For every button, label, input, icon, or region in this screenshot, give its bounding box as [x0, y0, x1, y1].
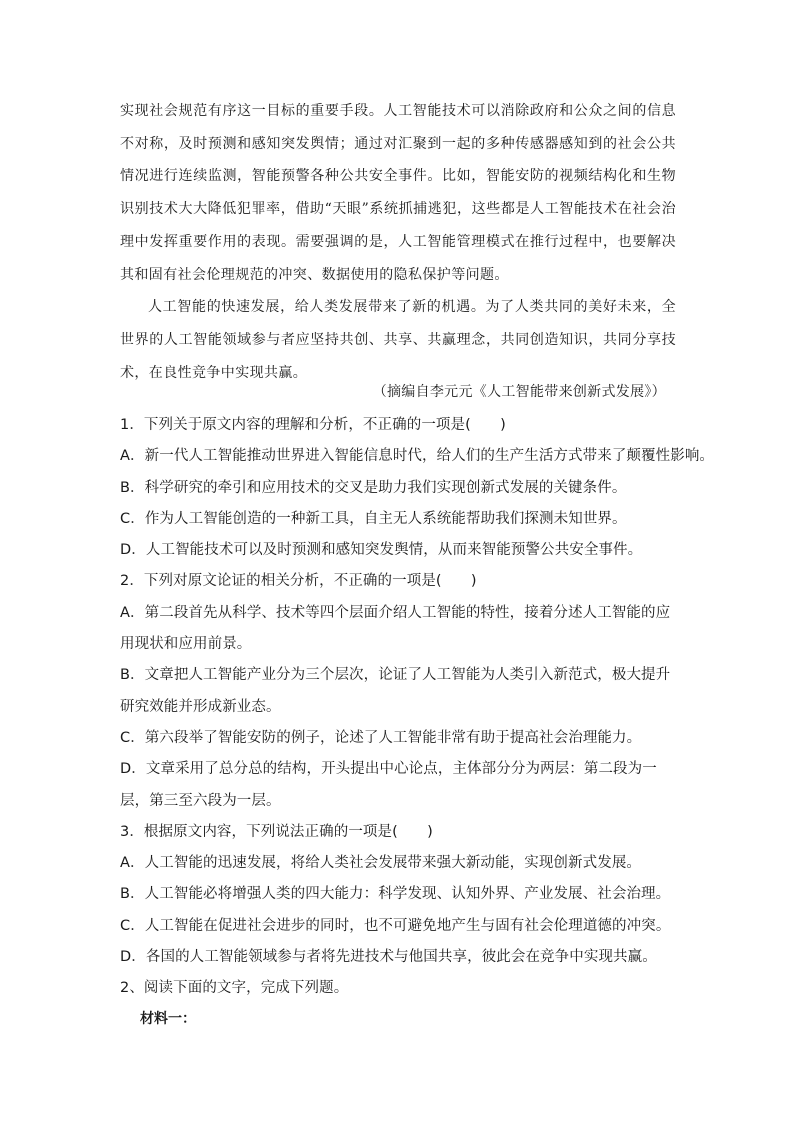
- question-1-option-b: B．科学研究的牵引和应用技术的交叉是助力我们实现创新式发展的关键条件。: [120, 479, 627, 496]
- question-2: [120, 566, 680, 816]
- passage-paragraph-1: 实现社会规范有序这一目标的重要手段。人工智能技术可以消除政府和公众之间的信息不对称，及时预测和感知突发舆情；通过对汇聚到一起的多种传感器感知到的社会公共情况进行连续监测，智能预警各种公共安全事件。比如，智能安防的视频结构化和生物识别技术大大降低犯罪率，借助“天眼”系统抓捕逃犯，这些都是人工智能技术在社会治理中发挥重要作用的表现。需要强调的是，人工智能管理模式在推行过程中，也要解决其和固有社会伦理规范的冲突、数据使用的隐私保护等问题。: [120, 103, 676, 283]
- question-3: [120, 817, 680, 973]
- question-2-option-b: B．文章把人工智能产业分为三个层次，论证了人工智能为人类引入新范式，极大提升研究效能并形成新业态。: [120, 667, 671, 715]
- question-2-option-a: A．第二段首先从科学、技术等四个层面介绍人工智能的特性，接着分述人工智能的应用现状和应用前景。: [120, 604, 671, 653]
- question-2-option-c: C．第六段举了智能安防的例子，论述了人工智能非常有助于提高社会治理能力。: [120, 729, 642, 746]
- question-1-option-a: A．新一代人工智能推动世界进入智能信息时代，给人们的生产生活方式带来了颠覆性影响。: [120, 448, 715, 465]
- passage-source: （摘编自李元元《人工智能带来创新式发展》）: [372, 384, 666, 400]
- question-3-option-d: D．各国的人工智能领域参与者将先进技术与他国共享，彼此会在竞争中实现共赢。: [120, 949, 657, 966]
- question-3-option-a: A．人工智能的迅速发展，将给人类社会发展带来强大新动能，实现创新式发展。: [120, 855, 642, 872]
- question-list: [120, 410, 715, 1005]
- section-2-heading: 2、阅读下面的文字，完成下列题。: [120, 980, 349, 997]
- question-2-stem: 2．下列对原文论证的相关分析，不正确的一项是( ): [120, 573, 477, 590]
- question-3-stem: 3．根据原文内容，下列说法正确的一项是( ): [120, 823, 433, 840]
- passage-paragraph-2: 人工智能的快速发展，给人类发展带来了新的机遇。为了人类共同的美好未来，全世界的人工智能领域参与者应坚持共创、共享、共赢理念，共同创造知识，共同分享技术，在良性竞争中实现共赢。: [120, 299, 676, 381]
- question-1-option-c: C．作为人工智能创造的一种新工具，自主无人系统能帮助我们探测未知世界。: [120, 510, 627, 527]
- material-label: 材料一：: [140, 1011, 196, 1027]
- question-1-stem: 1．下列关于原文内容的理解和分析，不正确的一项是( ): [120, 417, 506, 433]
- question-3-option-c: C．人工智能在促进社会进步的同时，也不可避免地产生与固有社会伦理道德的冲突。: [120, 917, 671, 934]
- question-1-option-d: D．人工智能技术可以及时预测和感知突发舆情，从而来智能预警公共安全事件。: [120, 542, 643, 559]
- question-1: [120, 410, 715, 566]
- reading-passage: [120, 95, 676, 389]
- question-3-option-b: B．人工智能必将增强人类的四大能力：科学发现、认知外界、产业发展、社会治理。: [120, 886, 671, 903]
- question-2-option-d: D．文章采用了总分总的结构，开头提出中心论点，主体部分分为两层：第二段为一层，第三至六段为一层。: [120, 761, 657, 809]
